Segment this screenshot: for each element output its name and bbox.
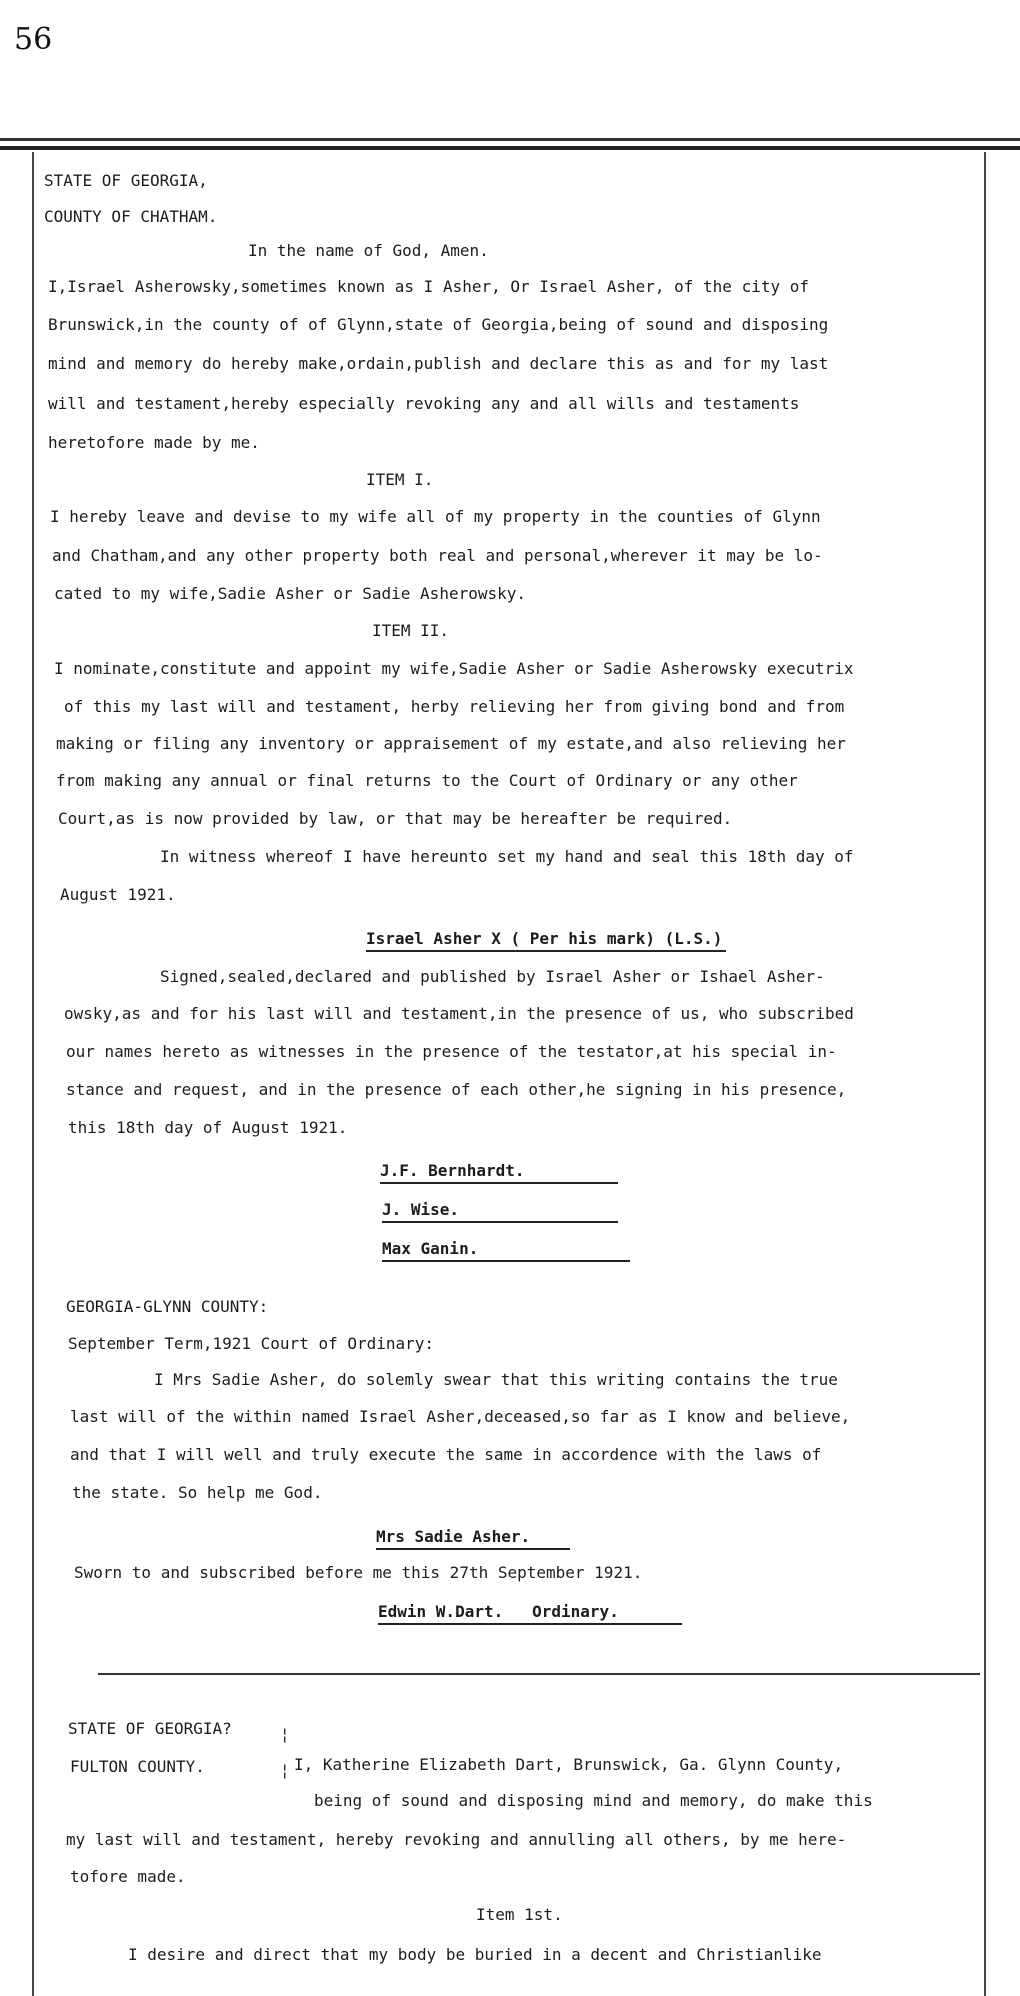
executrix-signature: Mrs Sadie Asher. [376, 1526, 570, 1550]
testator-signature: Israel Asher X ( Per his mark) (L.S.) [366, 928, 726, 952]
oath-line: last will of the within named Israel Asher,deceased,so far as I know and believe, [70, 1407, 851, 1426]
opening-line: tofore made. [70, 1867, 186, 1886]
top-rule [0, 138, 1020, 141]
witness-signature: J.F. Bernhardt. [380, 1160, 618, 1184]
item-2-line: I nominate,constitute and appoint my wife,Sadie Asher or Sadie Asherowsky executrix [54, 659, 854, 678]
preamble-line: I,Israel Asherowsky,sometimes known as I Asher, Or Israel Asher, of the city of [48, 277, 809, 296]
invocation: In the name of God, Amen. [248, 241, 489, 260]
header-state: STATE OF GEORGIA? [68, 1719, 232, 1738]
opening-line: being of sound and disposing mind and memory, do make this [314, 1791, 873, 1810]
opening-line: my last will and testament, hereby revoking and annulling all others, by me here- [66, 1830, 847, 1849]
header-county: COUNTY OF CHATHAM. [44, 207, 218, 226]
item-1-line: and Chatham,and any other property both real and personal,wherever it may be lo- [52, 546, 823, 565]
item-2-line: of this my last will and testament, herby relieving her from giving bond and from [64, 697, 845, 716]
item-2-line: Court,as is now provided by law, or that may be hereafter be required. [58, 809, 733, 828]
oath-line: I Mrs Sadie Asher, do solemly swear that this writing contains the true [154, 1370, 838, 1389]
top-rule-double [0, 146, 1020, 150]
witness-signature: J. Wise. [382, 1199, 618, 1223]
item-2-line: from making any annual or final returns to the Court of Ordinary or any other [56, 771, 798, 790]
witness-signature: Max Ganin. [382, 1238, 630, 1262]
item-1-line: cated to my wife,Sadie Asher or Sadie Asherowsky. [54, 584, 527, 603]
header-state: STATE OF GEORGIA, [44, 171, 208, 190]
witness-clause-line: August 1921. [60, 885, 176, 904]
ordinary-signature: Edwin W.Dart. Ordinary. [378, 1601, 682, 1625]
item-1-heading: ITEM I. [366, 470, 434, 489]
probate-term: September Term,1921 Court of Ordinary: [68, 1334, 435, 1353]
preamble-line: heretofore made by me. [48, 433, 260, 452]
header-county: FULTON COUNTY. [70, 1757, 205, 1776]
item-2-line: making or filing any inventory or appraisement of my estate,and also relieving her [56, 734, 846, 753]
oath-line: the state. So help me God. [72, 1483, 323, 1502]
brace-mark: ¦ [282, 1761, 288, 1780]
preamble-line: Brunswick,in the county of of Glynn,state of Georgia,being of sound and disposing [48, 315, 829, 334]
attestation-line: this 18th day of August 1921. [68, 1118, 348, 1137]
preamble-line: will and testament,hereby especially revoking any and all wills and testaments [48, 394, 800, 413]
sworn-statement: Sworn to and subscribed before me this 27th September 1921. [74, 1563, 643, 1582]
item-1st-heading: Item 1st. [476, 1905, 563, 1924]
brace-mark: ¦ [282, 1725, 288, 1744]
item-2-heading: ITEM II. [372, 621, 450, 640]
attestation-line: our names hereto as witnesses in the presence of the testator,at his special in- [66, 1042, 837, 1061]
preamble-line: mind and memory do hereby make,ordain,publish and declare this as and for my last [48, 354, 829, 373]
probate-venue: GEORGIA-GLYNN COUNTY: [66, 1297, 269, 1316]
item-1st-line: I desire and direct that my body be buried in a decent and Christianlike [128, 1945, 822, 1964]
item-1-line: I hereby leave and devise to my wife all of my property in the counties of Glynn [50, 507, 821, 526]
witness-clause-line: In witness whereof I have hereunto set my hand and seal this 18th day of [160, 847, 854, 866]
attestation-line: owsky,as and for his last will and testament,in the presence of us, who subscribed [64, 1004, 854, 1023]
opening-line: I, Katherine Elizabeth Dart, Brunswick, Ga. Glynn County, [294, 1755, 844, 1774]
oath-line: and that I will well and truly execute the same in accordence with the laws of [70, 1445, 822, 1464]
attestation-line: stance and request, and in the presence of each other,he signing in his presence, [66, 1080, 847, 1099]
page-number: 56 [14, 22, 53, 57]
section-separator [98, 1673, 980, 1675]
attestation-line: Signed,sealed,declared and published by Israel Asher or Ishael Asher- [160, 967, 825, 986]
